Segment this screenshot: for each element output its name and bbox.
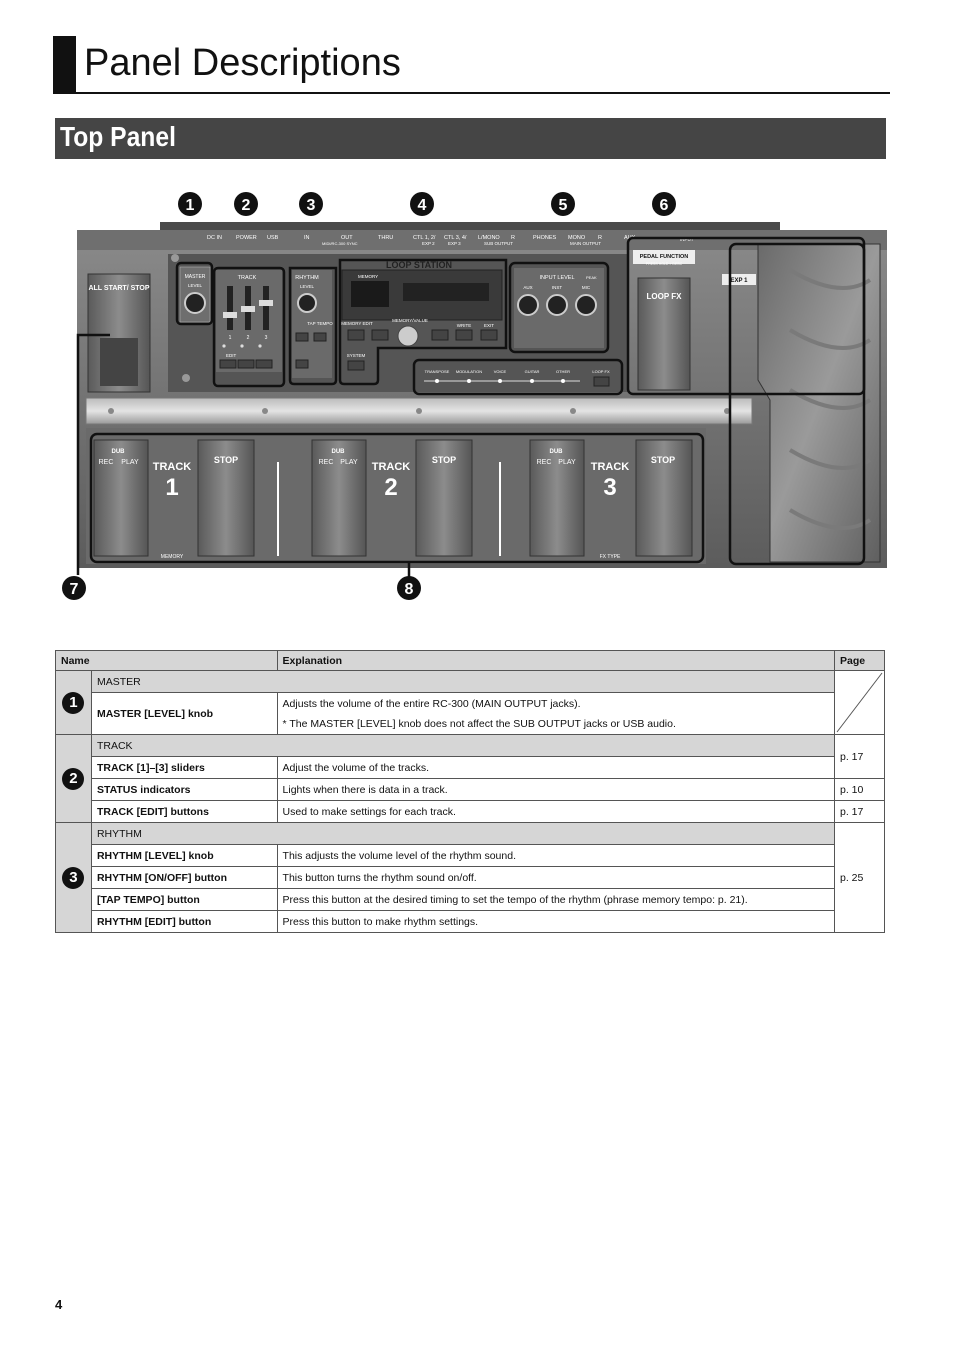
row-explanation: Lights when there is data in a track. [277,779,834,801]
exit-button[interactable] [481,330,497,340]
table-row [56,911,885,933]
row-explanation: This adjusts the volume level of the rhythm sound. [277,845,834,867]
fx-indicator [498,379,502,383]
tap-tempo-label: TAP TEMPO [307,321,333,326]
callout-3: 3 [306,197,316,214]
row-name: RHYTHM [LEVEL] knob [91,845,277,867]
track-3-play-label: PLAY [558,459,576,466]
track-1-rec-dub-play-pedal[interactable] [94,440,148,556]
callout-8: 8 [404,581,414,598]
row-explanation: Press this button at the desired timing to set the tempo of the rhythm (phrase memory tempo: p. 21). [277,889,834,911]
memory-number-display [351,281,389,307]
status-indicator-2 [240,344,243,347]
fx-type-guitar: GUITAR [524,369,540,374]
callout-1: 1 [185,197,195,214]
aux-label: AUX [523,285,533,290]
track-3-edit-button[interactable] [256,360,272,368]
memory-value-knob[interactable] [398,326,418,346]
peak-label: PEAK [586,275,597,280]
mic-label: MIC [581,285,591,290]
memory-right-button[interactable] [432,330,448,340]
row-name: STATUS indicators [91,779,277,801]
rear-label-exp2: EXP 2 [422,241,435,246]
master-section [180,267,210,322]
status-indicator-3 [258,344,261,347]
table-row [56,779,885,801]
row-name: RHYTHM [EDIT] button [91,911,277,933]
input-level-section [514,268,604,348]
header-page: Page [834,651,884,671]
track-3-rec-label: REC [536,459,552,466]
slider-cap [241,306,255,312]
track-1-slider[interactable] [227,286,233,330]
track-1-number: 1 [165,474,179,501]
memory-left-button[interactable] [372,330,388,340]
row-name: TRACK [EDIT] buttons [91,801,277,823]
row-name: RHYTHM [ON/OFF] button [91,867,277,889]
group-title-master: MASTER [91,671,834,693]
track-3-dub-label: DUB [549,449,563,455]
explanation-note: * The MASTER [LEVEL] knob does not affect the SUB OUTPUT jacks or USB audio. [282,717,676,730]
track-3-stop-label: STOP [650,455,676,465]
fx-indicator [467,379,471,383]
table-row [56,801,885,823]
rhythm-on-off-button[interactable] [296,333,308,341]
fx-indicator [561,379,565,383]
page-number: 4 [55,1297,63,1312]
header-name: Name [56,651,278,671]
memory-edit-label: MEMORY EDIT [341,321,373,326]
table-row [56,845,885,867]
loop-fx-button[interactable] [594,377,609,386]
slider-cap [223,312,237,318]
track-1-edit-button[interactable] [220,360,236,368]
table-row [56,757,885,779]
rear-label-midi-sync: MIDI/RC-300 SYNC [322,241,358,246]
not-applicable-diagonal [835,671,884,734]
track-1-dub-label: DUB [111,449,125,455]
rear-label-thru: THRU [378,235,394,241]
rear-label-ctl12: CTL 1, 2/ [413,235,436,241]
track-1-track-label: TRACK [152,461,192,473]
group-number-cell [56,823,92,933]
rear-label-r-main: R [598,235,602,241]
group-number-cell [56,671,92,735]
system-button[interactable] [348,361,364,370]
fx-indicator [530,379,534,383]
fx-type-transpose: TRANSPOSE [424,369,450,374]
status-indicator-1 [222,344,225,347]
rear-label-in: IN [304,235,310,241]
group-title-rhythm: RHYTHM [91,823,834,845]
memory-label: MEMORY [358,274,379,279]
page-title: Panel Descriptions [84,42,401,84]
loop-fx-pedal-label: LOOP FX [646,292,682,301]
rear-label-phones: PHONES [533,235,557,241]
write-label: WRITE [456,323,472,328]
rear-label-usb: USB [267,235,279,241]
rear-label-sub-output: SUB OUTPUT [484,241,514,246]
row-page: p. 17 [834,801,884,823]
inst-label: INST [551,285,563,290]
table-row [56,823,885,845]
rear-label-lmono: L/MONO [478,235,500,241]
row-name: [TAP TEMPO] button [91,889,277,911]
row-explanation: This button turns the rhythm sound on/off. [277,867,834,889]
track-num-3: 3 [264,335,268,341]
aux-level-knob[interactable] [518,295,538,315]
fx-type-loop-fx: LOOP FX [592,369,610,374]
row-page: p. 10 [834,779,884,801]
master-level-label: LEVEL [187,283,203,288]
master-label: MASTER [184,274,206,280]
table-row [56,889,885,911]
track-2-dub-label: DUB [331,449,345,455]
pedal-function-sub: PRESS HOLD > DESC [645,262,683,266]
track-2-edit-button[interactable] [238,360,254,368]
mic-level-knob[interactable] [576,295,596,315]
fx-indicator [435,379,439,383]
group-number-cell [56,735,92,823]
track-2-rec-dub-play-pedal[interactable] [312,440,366,556]
system-label: SYSTEM [346,353,366,358]
fx-type-marker: FX TYPE [599,554,621,560]
fx-type-strip [418,364,618,392]
rear-label-exp3: EXP 3 [448,241,461,246]
callout-6: 6 [659,197,669,214]
track-3-slider[interactable] [263,286,269,330]
track-edit-label: EDIT [226,353,237,358]
input-level-label: INPUT LEVEL [539,275,575,281]
loop-station-logo: LOOP STATION [386,260,453,270]
callout-5: 5 [558,197,568,214]
write-button[interactable] [456,330,472,340]
rear-label-main-output: MAIN OUTPUT [570,241,601,246]
row-explanation: Used to make settings for each track. [277,801,834,823]
callout-4: 4 [417,197,427,214]
section-title: Top Panel [60,121,176,152]
rear-label-ctl34: CTL 3, 4/ [444,235,467,241]
row-explanation: Adjust the volume of the tracks. [277,757,834,779]
track-1-stop-label: STOP [213,455,239,465]
rear-label-mono: MONO [568,235,586,241]
fx-type-modulation: MODULATION [455,369,483,374]
track-1-play-label: PLAY [121,459,139,466]
track-3-track-label: TRACK [590,461,630,473]
track-1-rec-label: REC [98,459,114,466]
row-name: MASTER [LEVEL] knob [91,693,277,735]
track-num-1: 1 [228,335,232,341]
track-section [216,270,282,372]
exp1-label: EXP 1 [730,278,748,284]
callout-2: 2 [241,197,251,214]
memory-marker: MEMORY [160,554,184,560]
slider-cap [259,300,273,306]
panel-screw [182,374,190,382]
rear-label-r-sub: R [511,235,515,241]
inst-level-knob[interactable] [547,295,567,315]
table-row [56,735,885,757]
rhythm-label: RHYTHM [295,275,319,281]
exit-label: EXIT [483,323,495,328]
row-explanation [277,693,834,735]
table-row [56,671,885,693]
group-title-track: TRACK [91,735,834,757]
track-2-number: 2 [384,474,398,501]
rear-label-dcin: DC IN [207,235,222,241]
rear-label-out: OUT [341,235,353,241]
track-2-stop-label: STOP [431,455,457,465]
tap-tempo-button[interactable] [314,333,326,341]
track-section-label: TRACK [237,275,257,281]
track-num-2: 2 [246,335,250,341]
group-badge-3: 3 [62,867,84,889]
master-level-knob[interactable] [185,293,205,313]
table-row [56,867,885,889]
memory-edit-button[interactable] [348,330,364,340]
rhythm-edit-button[interactable] [296,360,308,368]
pedal-function-label: PEDAL FUNCTION [639,254,689,260]
panel-screw [171,254,179,262]
group-badge-2: 2 [62,768,84,790]
group-badge-1: 1 [62,692,84,714]
track-3-rec-dub-play-pedal[interactable] [530,440,584,556]
fx-type-other: OTHER [556,369,570,374]
explanation-line: Adjusts the volume of the entire RC-300 (MAIN OUTPUT jacks). [282,697,581,710]
track-2-play-label: PLAY [340,459,358,466]
row-page: p. 17 [834,735,884,779]
rear-label-aux: AUX [624,235,636,241]
page-cell-na [834,671,884,735]
rhythm-level-label: LEVEL [299,284,315,289]
lcd-display [403,283,489,301]
memory-value-label: MEMORY/VALUE [392,318,428,323]
rhythm-section [292,270,333,378]
track-2-rec-label: REC [318,459,334,466]
row-name: TRACK [1]–[3] sliders [91,757,277,779]
rear-label-power: POWER [236,235,257,241]
row-page: p. 25 [834,823,884,933]
all-start-stop-label: ALL START/ STOP [88,285,150,292]
rc300-top-panel-figure [0,0,954,620]
callout-7: 7 [69,581,79,598]
rhythm-level-knob[interactable] [298,294,316,312]
header-explanation: Explanation [277,651,834,671]
panel-description-table [55,650,885,933]
fx-type-voice: VOICE [493,369,507,374]
rear-label-input: INPUT [680,237,694,242]
table-header-row [56,651,885,671]
row-explanation: Press this button to make rhythm settings. [277,911,834,933]
track-2-track-label: TRACK [371,461,411,473]
track-3-number: 3 [603,474,617,501]
table-row [56,693,885,735]
